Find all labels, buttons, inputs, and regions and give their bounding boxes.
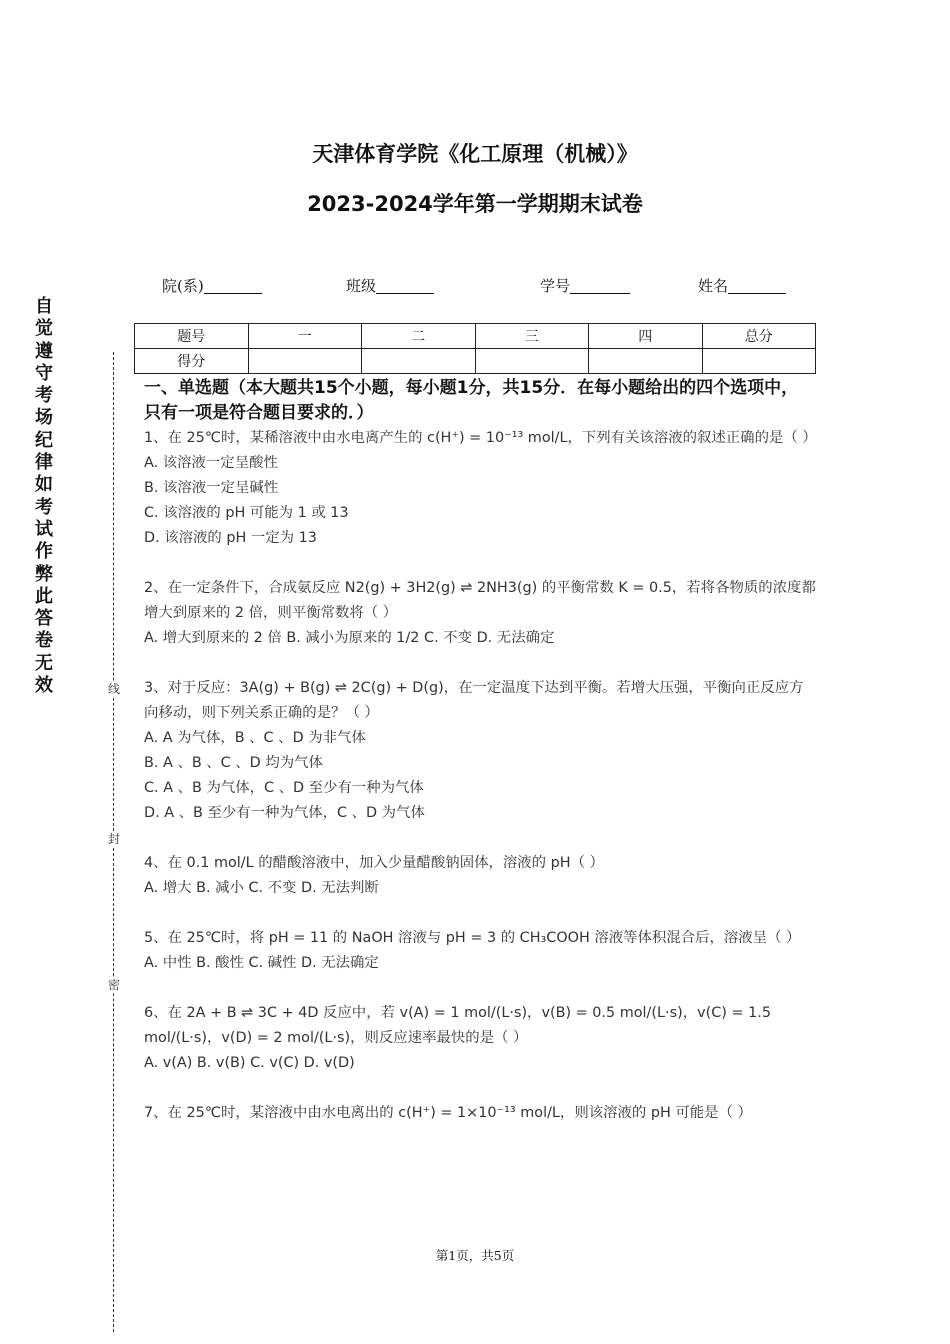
question-3 (144, 676, 816, 826)
score-table-header-cell: 题号 (135, 324, 249, 349)
question-1 (144, 426, 816, 551)
binding-mark-line: 线 (107, 682, 120, 696)
name-field[interactable] (698, 275, 786, 296)
student-info-row (0, 275, 950, 299)
question-2 (144, 576, 816, 651)
score-cell[interactable] (589, 349, 703, 374)
binding-mark-secret: 密 (107, 978, 120, 992)
question-option: B. 该溶液一定呈碱性 (144, 480, 279, 496)
question-5 (144, 926, 816, 976)
question-option: D. 该溶液的 pH 一定为 13 (144, 530, 317, 546)
question-option: A. 增大到原来的 2 倍 B. 减小为原来的 1/2 C. 不变 D. 无法确定 (144, 630, 555, 646)
question-stem: 1、在 25℃时，某稀溶液中由水电离产生的 c(H⁺) = 10⁻¹³ mol/L，下列有关该溶液的叙述正确的是（ ） (144, 430, 817, 446)
score-table-header-cell: 一 (248, 324, 362, 349)
question-7 (144, 1101, 816, 1126)
question-4 (144, 851, 816, 901)
score-table-header-cell: 三 (475, 324, 589, 349)
question-stem: 6、在 2A + B ⇌ 3C + 4D 反应中，若 v(A) = 1 mol/(L·s)，v(B) = 0.5 mol/(L·s)，v(C) = 1.5 mol/(L·s)，v(D) = 2 mol/(L·s)，则反应速率最快的是（ ） (144, 1005, 771, 1046)
question-stem: 7、在 25℃时，某溶液中由水电离出的 c(H⁺) = 1×10⁻¹³ mol/L，则该溶液的 pH 可能是（ ） (144, 1105, 752, 1121)
student-id-field[interactable] (540, 275, 630, 296)
score-table-header-cell: 二 (362, 324, 476, 349)
student-id-blank[interactable] (570, 276, 630, 294)
binding-notice: 自觉遵守考场纪律如考试作弊此答卷无效 (35, 296, 53, 697)
score-cell[interactable] (702, 349, 816, 374)
class-blank[interactable] (376, 276, 434, 294)
score-cell[interactable] (248, 349, 362, 374)
exam-title-line1: 天津体育学院《化工原理（机械）》 (312, 142, 638, 166)
class-field[interactable] (346, 275, 434, 296)
question-option: A. 增大 B. 减小 C. 不变 D. 无法判断 (144, 880, 379, 896)
page-number: 第1页，共5页 (435, 1248, 515, 1263)
question-option: A. 中性 B. 酸性 C. 碱性 D. 无法确定 (144, 955, 379, 971)
name-blank[interactable] (728, 276, 786, 294)
question-stem: 5、在 25℃时，将 pH = 11 的 NaOH 溶液与 pH = 3 的 CH₃COOH 溶液等体积混合后，溶液呈（ ） (144, 930, 801, 946)
class-label: 班级 (346, 277, 377, 295)
exam-title-line2: 2023-2024学年第一学期期末试卷 (307, 192, 643, 216)
binding-mark-seal: 封 (107, 832, 120, 846)
score-table-header-row (135, 324, 816, 349)
question-option: C. 该溶液的 pH 可能为 1 或 13 (144, 505, 349, 521)
score-table-header-cell: 总分 (702, 324, 816, 349)
section-heading: 一、单选题（本大题共15个小题，每小题1分，共15分．在每小题给出的四个选项中，只有一项是符合题目要求的．） (144, 378, 799, 423)
question-stem: 3、对于反应：3A(g) + B(g) ⇌ 2C(g) + D(g)，在一定温度下达到平衡。若增大压强，平衡向正反应方向移动，则下列关系正确的是？（ ） (144, 680, 804, 721)
department-blank[interactable] (204, 276, 262, 294)
department-label: 院(系) (162, 277, 204, 295)
score-table-header-cell: 四 (589, 324, 703, 349)
department-field[interactable] (162, 275, 262, 296)
score-cell[interactable] (475, 349, 589, 374)
question-option: D. A 、B 至少有一种为气体，C 、D 为气体 (144, 805, 425, 821)
question-6 (144, 1001, 816, 1076)
question-option: C. A 、B 为气体，C 、D 至少有一种为气体 (144, 780, 424, 796)
question-option: A. v(A) B. v(B) C. v(C) D. v(D) (144, 1055, 355, 1071)
question-option: A. 该溶液一定呈酸性 (144, 455, 278, 471)
score-table-score-row (135, 349, 816, 374)
question-option: A. A 为气体，B 、C 、D 为非气体 (144, 730, 366, 746)
question-option: B. A 、B 、C 、D 均为气体 (144, 755, 323, 771)
score-table (134, 323, 816, 374)
question-stem: 4、在 0.1 mol/L 的醋酸溶液中，加入少量醋酸钠固体，溶液的 pH（ ） (144, 855, 604, 871)
question-stem: 2、在一定条件下，合成氨反应 N2(g) + 3H2(g) ⇌ 2NH3(g) 的平衡常数 K = 0.5，若将各物质的浓度都增大到原来的 2 倍，则平衡常数将（ ） (144, 580, 816, 621)
question-list (144, 426, 816, 1126)
student-id-label: 学号 (540, 277, 571, 295)
score-table-row-label: 得分 (135, 349, 249, 374)
score-cell[interactable] (362, 349, 476, 374)
name-label: 姓名 (698, 277, 729, 295)
